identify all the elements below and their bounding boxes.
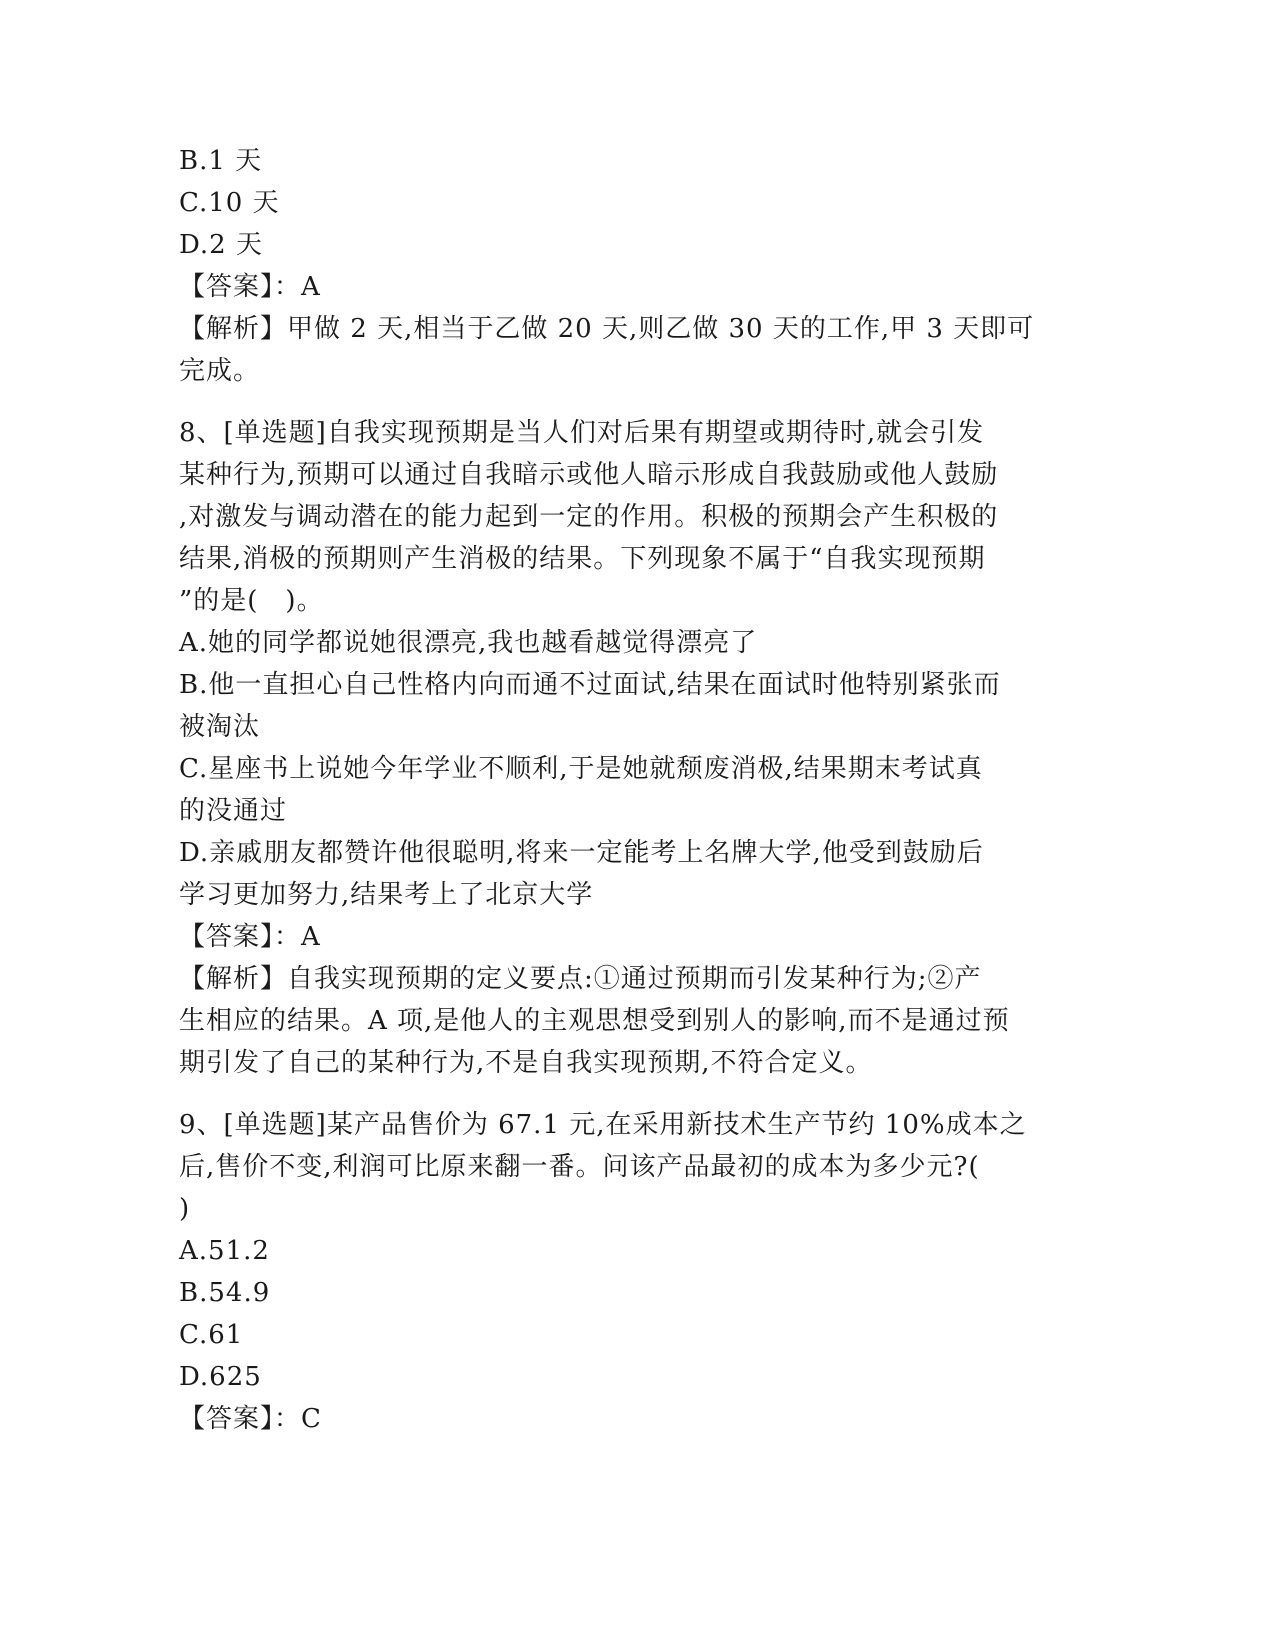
analysis-line: 生相应的结果。A 项,是他人的主观思想受到别人的影响,而不是通过预 [179, 1006, 1010, 1036]
option-a: A.她的同学都说她很漂亮,我也越看越觉得漂亮了 [179, 628, 758, 658]
question-stem-line: 8、[单选题]自我实现预期是当人们对后果有期望或期待时,就会引发 [179, 418, 985, 448]
question-stem-line: 后,售价不变,利润可比原来翻一番。问该产品最初的成本为多少元?( [179, 1152, 980, 1182]
question-stem-line: 结果,消极的预期则产生消极的结果。下列现象不属于“自我实现预期 [179, 544, 986, 574]
question-stem-line: ,对激发与调动潜在的能力起到一定的作用。积极的预期会产生积极的 [179, 502, 999, 532]
question-9 [179, 1104, 1039, 1440]
question-8 [179, 412, 1039, 1084]
question-stem-line: 9、[单选题]某产品售价为 67.1 元,在采用新技术生产节约 10%成本之 [179, 1110, 1027, 1140]
document-page [179, 140, 1039, 1440]
option-c-continued: 的没通过 [179, 796, 288, 826]
paragraph-gap [179, 1084, 1039, 1104]
question-stem-line: ) [179, 1194, 191, 1224]
analysis-line: 【解析】自我实现预期的定义要点:①通过预期而引发某种行为;②产 [179, 964, 982, 994]
option-d: D.亲戚朋友都赞许他很聪明,将来一定能考上名牌大学,他受到鼓励后 [179, 838, 984, 868]
option-b: B.1 天 [179, 146, 263, 176]
question-stem-line: ”的是( )。 [179, 586, 324, 616]
option-a: A.51.2 [179, 1236, 270, 1266]
option-d: D.625 [179, 1362, 262, 1392]
option-b: B.他一直担心自己性格内向而通不过面试,结果在面试时他特别紧张而 [179, 670, 1001, 700]
option-c: C.10 天 [179, 188, 280, 218]
option-d-continued: 学习更加努力,结果考上了北京大学 [179, 880, 594, 910]
answer: 【答案】：A [179, 922, 321, 952]
option-b-continued: 被淘汰 [179, 712, 261, 742]
option-c: C.星座书上说她今年学业不顺利,于是她就颓废消极,结果期末考试真 [179, 754, 983, 784]
option-b: B.54.9 [179, 1278, 271, 1308]
answer: 【答案】：C [179, 1404, 322, 1434]
analysis-line: 【解析】甲做 2 天,相当于乙做 20 天,则乙做 30 天的工作,甲 3 天即可 [179, 314, 1035, 344]
option-d: D.2 天 [179, 230, 263, 260]
question-stem-line: 某种行为,预期可以通过自我暗示或他人暗示形成自我鼓励或他人鼓励 [179, 460, 999, 490]
question-7-tail [179, 140, 1039, 392]
analysis-line: 期引发了自己的某种行为,不是自我实现预期,不符合定义。 [179, 1048, 873, 1078]
analysis-line: 完成。 [179, 356, 261, 386]
option-c: C.61 [179, 1320, 244, 1350]
paragraph-gap [179, 392, 1039, 412]
answer: 【答案】：A [179, 272, 321, 302]
